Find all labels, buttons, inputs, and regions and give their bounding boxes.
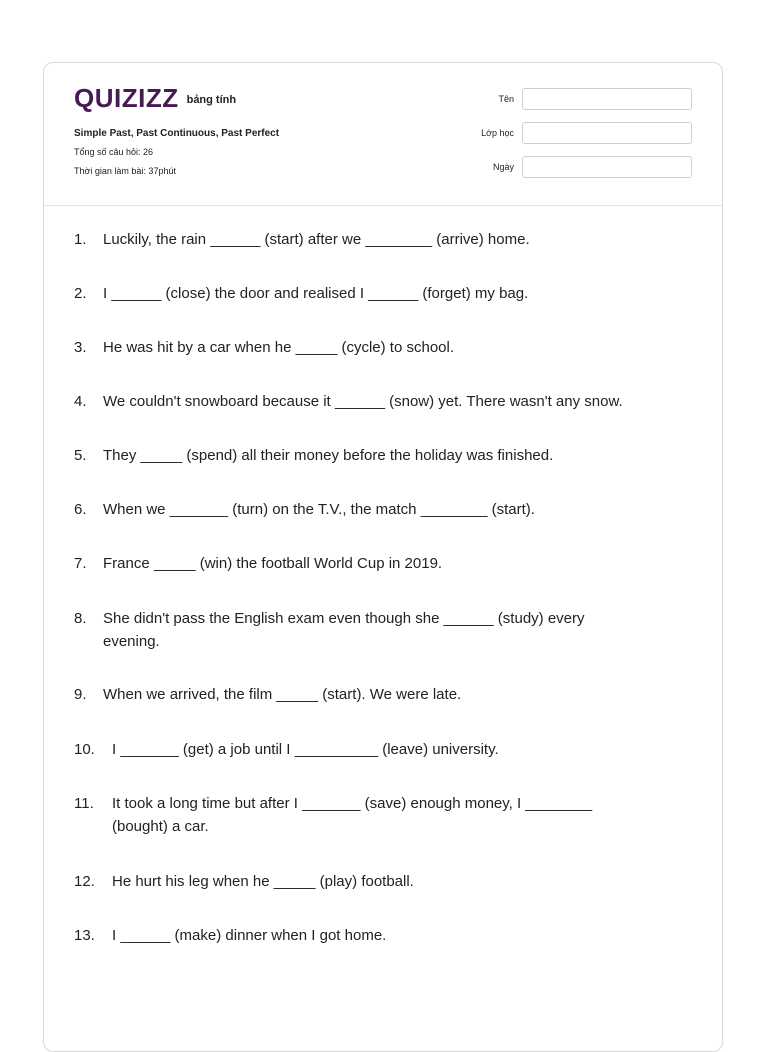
brand (74, 85, 236, 111)
name-label: Tên (498, 94, 514, 104)
total-questions: Tổng số câu hỏi: 26 (74, 147, 154, 157)
question-number: 13. (74, 927, 95, 944)
worksheet-title: Simple Past, Past Continuous, Past Perfect (74, 128, 280, 139)
class-label: Lớp học (481, 128, 514, 138)
question-text: It took a long time but after I _______ (save) enough money, I ________ (bought) a car. (112, 795, 593, 835)
question-item (74, 498, 704, 521)
question-number: 12. (74, 873, 95, 890)
question-item (74, 336, 704, 359)
date-label: Ngày (492, 162, 514, 172)
question-text: I ______ (close) the door and realised I ______ (forget) my bag. (103, 285, 529, 302)
question-text: I _______ (get) a job until I __________ (leave) university. (112, 741, 499, 758)
question-text: Luckily, the rain ______ (start) after we ________ (arrive) home. (103, 231, 530, 248)
question-text: He was hit by a car when he _____ (cycle) to school. (103, 339, 455, 356)
question-number: 4. (74, 393, 87, 410)
question-text: France _____ (win) the football World Cup in 2019. (103, 555, 443, 572)
question-item (74, 924, 704, 947)
question-text: We couldn't snowboard because it ______ (snow) yet. There wasn't any snow. (103, 393, 623, 410)
question-item (74, 444, 704, 467)
question-item (74, 282, 704, 305)
question-item (74, 390, 704, 413)
question-number: 5. (74, 447, 87, 464)
question-number: 7. (74, 555, 87, 572)
question-item (74, 792, 704, 838)
question-number: 3. (74, 339, 87, 356)
question-text: When we arrived, the film _____ (start). We were late. (103, 686, 462, 703)
question-item (74, 870, 704, 893)
name-field-row (454, 88, 692, 110)
question-text: He hurt his leg when he _____ (play) football. (112, 873, 414, 890)
worksheet-header (44, 63, 722, 206)
question-item (74, 607, 704, 653)
question-item (74, 738, 704, 761)
time-limit: Thời gian làm bài: 37phút (74, 166, 176, 176)
question-number: 6. (74, 501, 87, 518)
question-text: When we _______ (turn) on the T.V., the match ________ (start). (103, 501, 535, 518)
class-input[interactable] (522, 122, 692, 144)
question-text: She didn't pass the English exam even though she ______ (study) every evening. (103, 610, 585, 650)
logo-subtitle: bảng tính (186, 94, 237, 106)
question-text: They _____ (spend) all their money before the holiday was finished. (103, 447, 554, 464)
question-number: 10. (74, 741, 95, 758)
question-item (74, 552, 704, 575)
date-input[interactable] (522, 156, 692, 178)
date-field-row (454, 156, 692, 178)
question-number: 11. (74, 795, 94, 812)
class-field-row (454, 122, 692, 144)
question-item (74, 228, 704, 251)
question-item (74, 683, 704, 706)
quizizz-logo: QUIZIZZ (74, 83, 179, 113)
question-number: 2. (74, 285, 87, 302)
question-number: 9. (74, 686, 87, 703)
worksheet (43, 62, 723, 1052)
question-number: 8. (74, 610, 87, 627)
question-text: I ______ (make) dinner when I got home. (112, 927, 387, 944)
question-number: 1. (74, 231, 87, 248)
name-input[interactable] (522, 88, 692, 110)
